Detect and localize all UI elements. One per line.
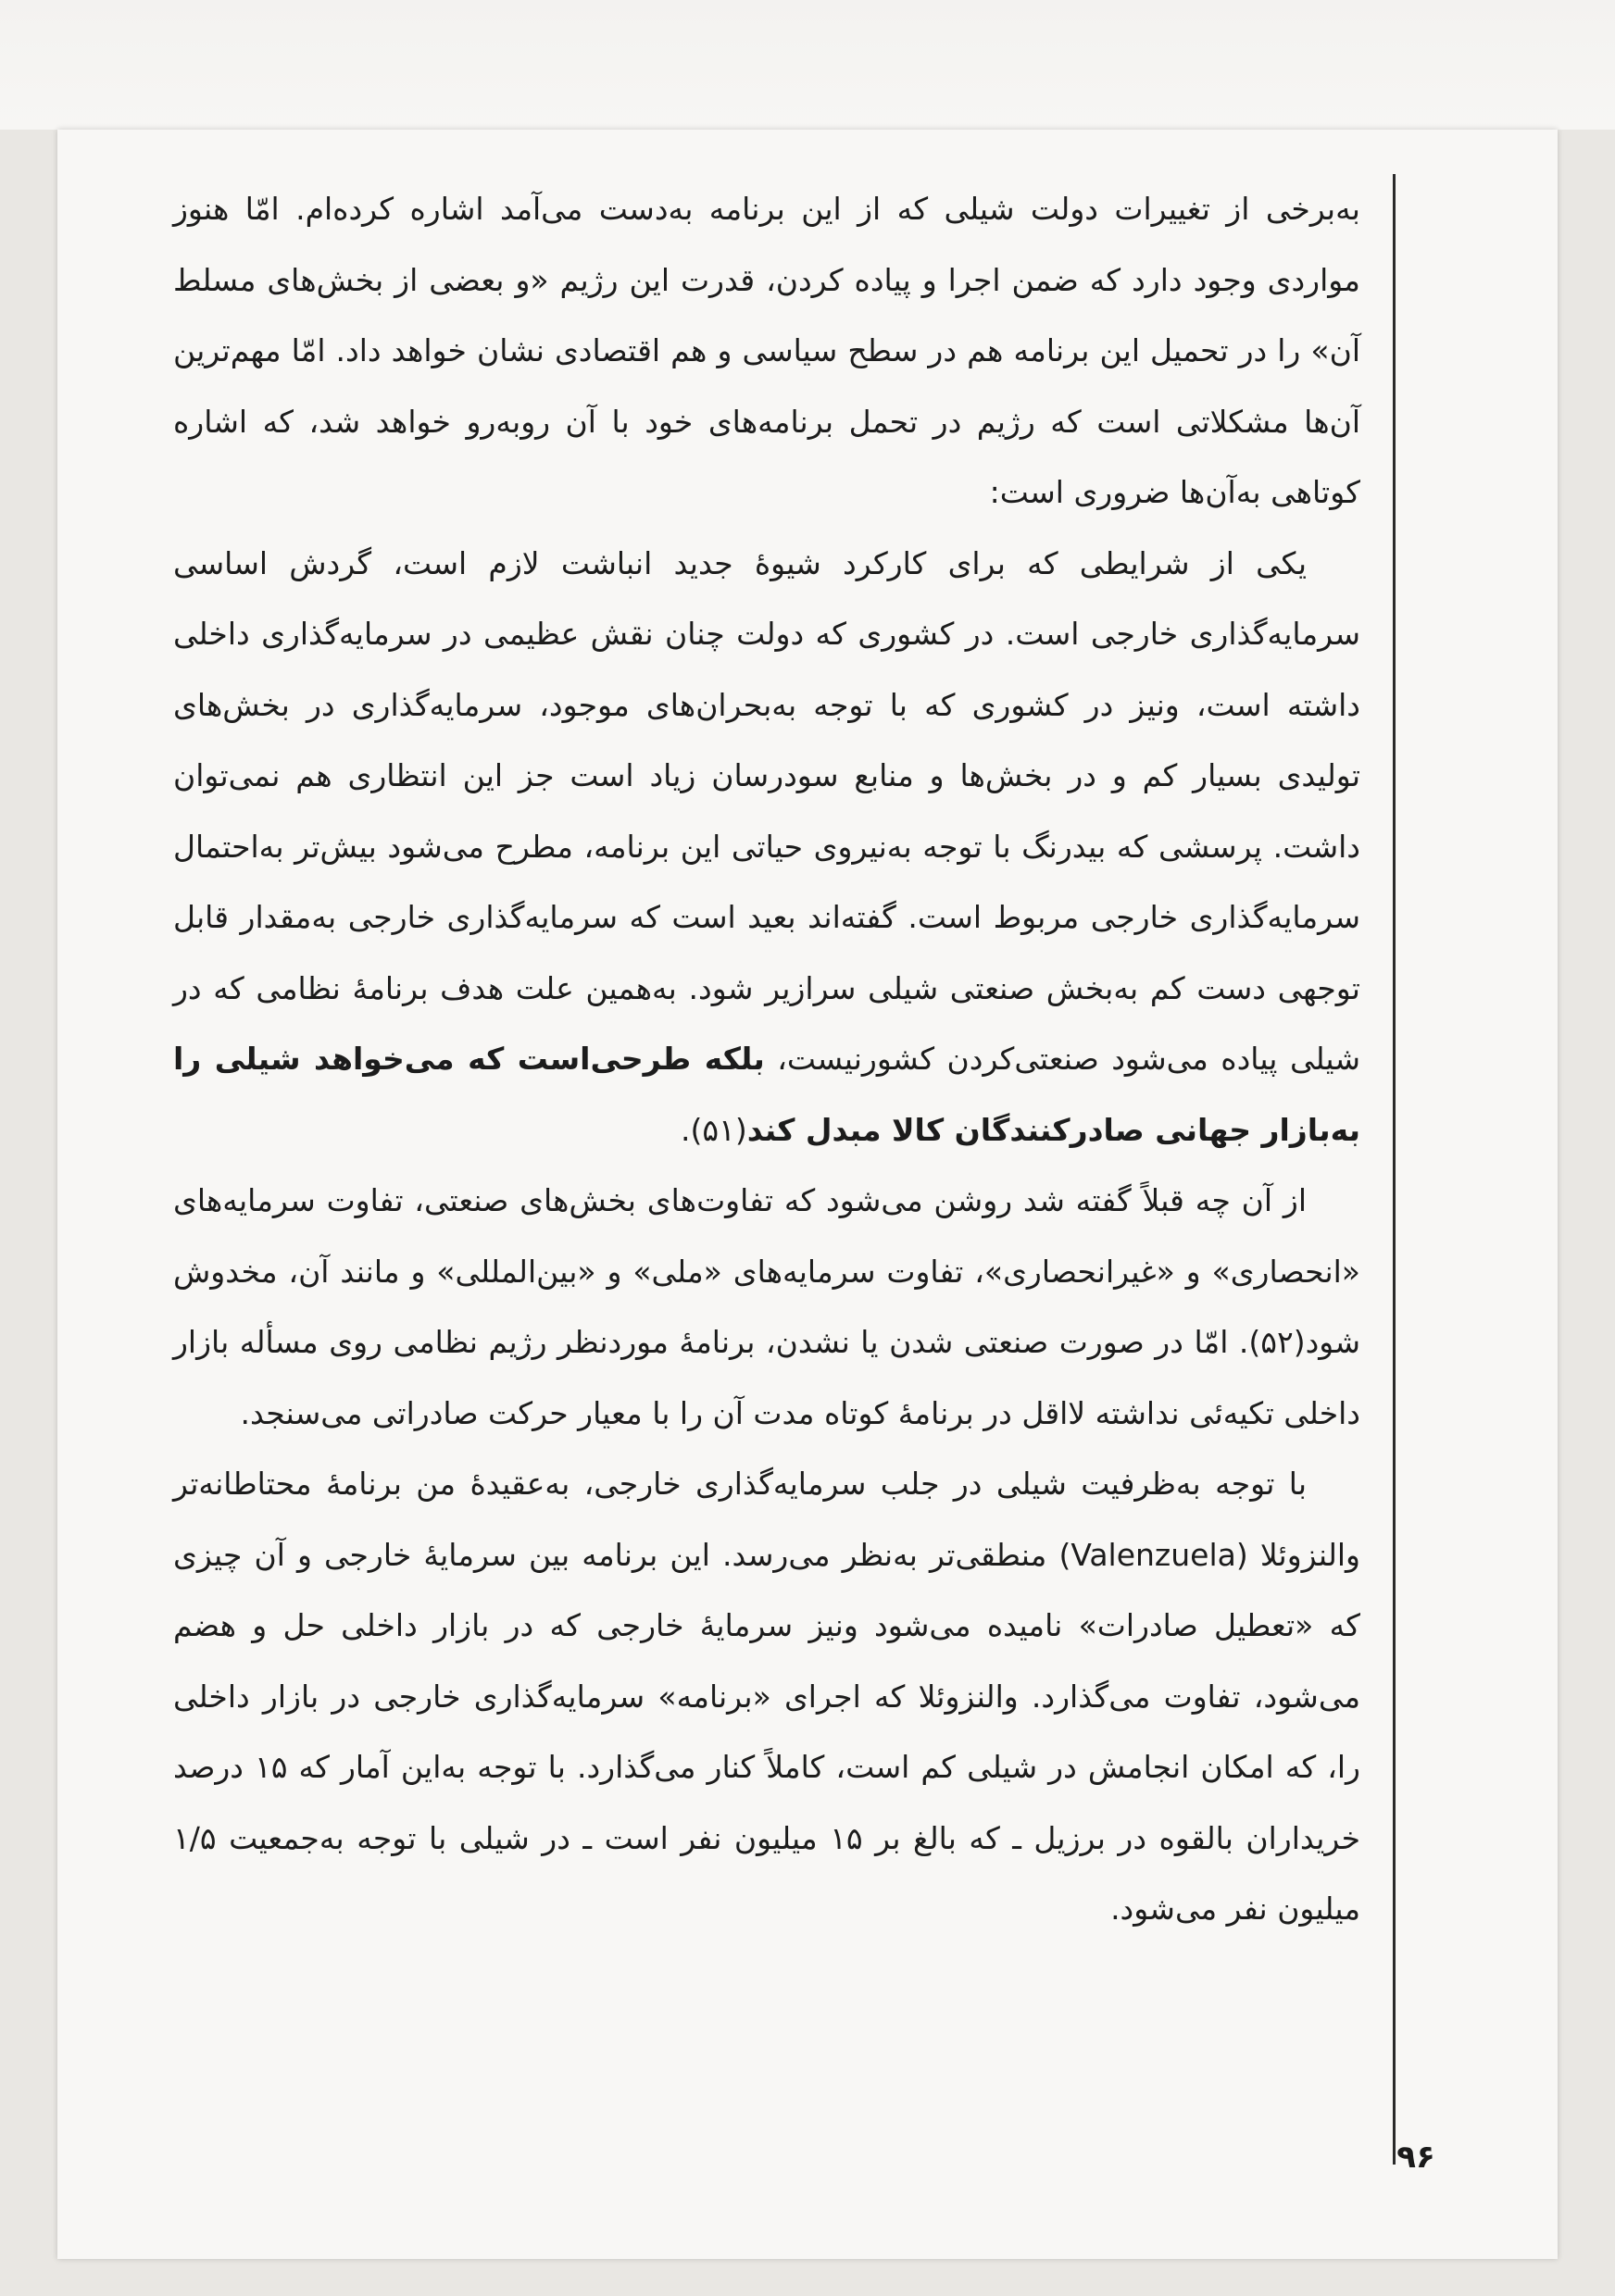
page-number: ۹۶ (1396, 2139, 1435, 2176)
book-page (57, 130, 1558, 2259)
paragraph-2 (173, 529, 1360, 1167)
body-text (173, 174, 1360, 1945)
paragraph-2-text: یکی از شرایطی که برای کارکرد شیوهٔ جدید انباشت لازم است، گردش اساسی سرمایه‌گذاری خارجی است. در کشوری که دولت چنان نقش عظیمی در سرمایه‌گذاری داخلی داشته است، ونیز در کشوری که با توجه به‌بحران‌های موجود، سرمایه‌گذاری در بخش‌های تولیدی بسیار کم و در بخش‌ها و منابع سودرسان زیاد است جز این انتظاری هم نمی‌توان داشت. پرسشی که بیدرنگ با توجه به‌نیروی حیاتی این برنامه، مطرح می‌شود بیش‌تر به‌احتمال سرمایه‌گذاری خارجی مربوط است. گفته‌اند بعید است که سرمایه‌گذاری خارجی به‌مقدار قابل توجهی دست کم به‌بخش صنعتی شیلی سرازیر شود. به‌همین علت هدف برنامهٔ نظامی که در شیلی پیاده می‌شود صنعتی‌کردن کشورنیست، (173, 544, 1360, 1077)
footnote-ref-51: (۵۱). (680, 1111, 747, 1148)
scan-background (0, 0, 1615, 130)
paragraph-1: به‌برخی از تغییرات دولت شیلی که از این برنامه به‌دست می‌آمد اشاره کرده‌ام. امّا هنوز مواردی وجود دارد که ضمن اجرا و پیاده کردن، قدرت این رژیم «و بعضی از بخش‌های مسلط آن» را در تحمیل این برنامه هم در سطح سیاسی و هم اقتصادی نشان خواهد داد. امّا مهم‌ترین آن‌ها مشکلاتی است که رژیم در تحمل برنامه‌های خود با آن روبه‌رو خواهد شد، که اشاره کوتاهی به‌آن‌ها ضروری است: (173, 191, 1360, 510)
margin-rule (1393, 174, 1396, 2165)
paragraph-4: با توجه به‌ظرفیت شیلی در جلب سرمایه‌گذاری خارجی، به‌عقیدهٔ من برنامهٔ محتاطانه‌تر والنزوئلا (Valenzuela) منطقی‌تر به‌نظر می‌رسد. این برنامه بین سرمایهٔ خارجی و آن چیزی که «تعطیل صادرات» نامیده می‌شود ونیز سرمایهٔ خارجی که در بازار داخلی حل و هضم می‌شود، تفاوت می‌گذارد. والنزوئلا که اجرای «برنامه» سرمایه‌گذاری خارجی در بازار داخلی را، که امکان انجامش در شیلی کم است، کاملاً کنار می‌گذارد. با توجه به‌این آمار که ۱۵ درصد خریداران بالقوه در برزیل ـ که بالغ بر ۱۵ میلیون نفر است ـ در شیلی با توجه به‌جمعیت ۱/۵ میلیون نفر می‌شود. (173, 1466, 1361, 1927)
paragraph-2-emphasis: بلکه طرحی‌است که می‌خواهد شیلی را به‌بازار جهانی صادرکنندگان کالا مبدل کند (173, 1041, 1360, 1148)
paragraph-3: از آن چه قبلاً گفته شد روشن می‌شود که تفاوت‌های بخش‌های صنعتی، تفاوت سرمایه‌های «انحصاری» و «غیرانحصاری»، تفاوت سرمایه‌های «ملی» و «بین‌المللی» و مانند آن، مخدوش شود(۵۲). امّا در صورت صنعتی شدن یا نشدن، برنامهٔ موردنظر رژیم نظامی روی مسأله بازار داخلی تکیه‌ئی نداشته لااقل در برنامهٔ کوتاه مدت آن را با معیار حرکت صادراتی می‌سنجد. (173, 1182, 1360, 1431)
